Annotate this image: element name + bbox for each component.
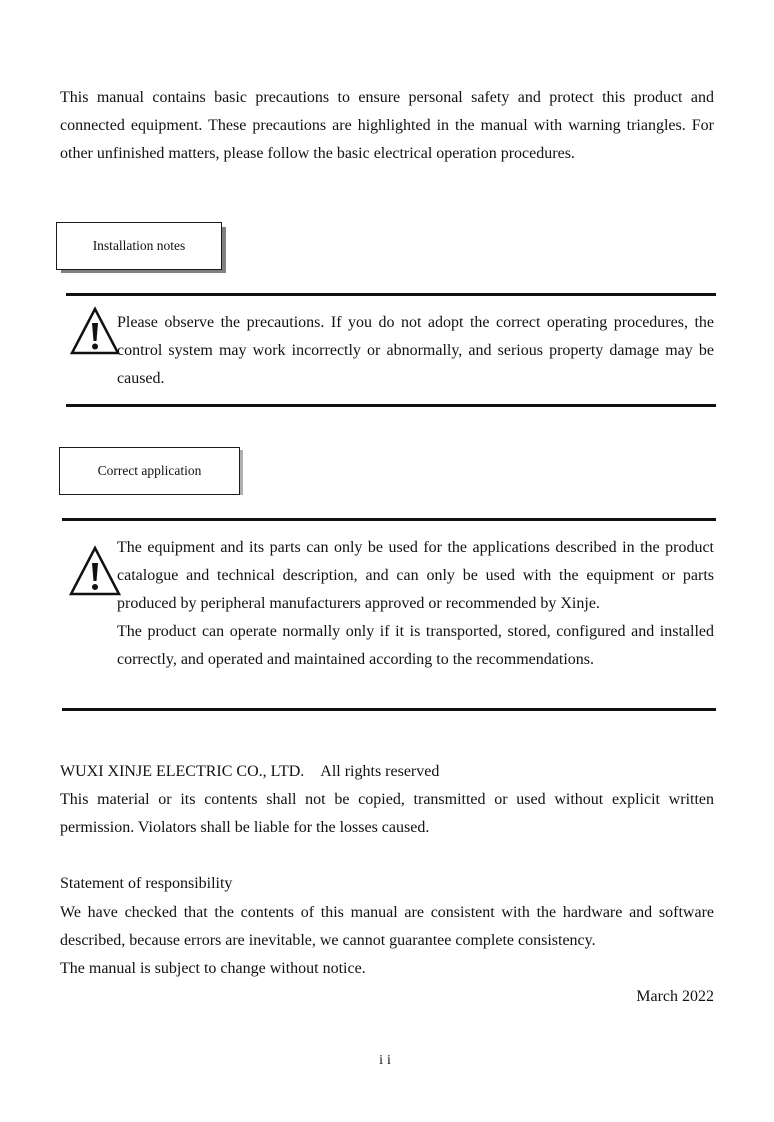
installation-warning-text: Please observe the precautions. If you do not adopt the correct operating procedures, the control system may work incorrectly or abnormally, and serious property damage may be caused. xyxy=(117,314,714,387)
application-warning-text: The equipment and its parts can only be used for the applications described in the product catalogue and technical description, and can only be used with the equipment or parts produced by peripheral manufacturers approved or recommended by Xinje. The product can operate normally only if it is transported, stored, configured and installed correctly, and operated and maintained according to the recommendations. xyxy=(117,539,714,668)
intro-paragraph: This manual contains basic precautions to ensure personal safety and protect this product and connected equipment. These precautions are highlighted in the manual with warning triangles. For other unfinished matters, please follow the basic electrical operation procedures. xyxy=(60,89,714,163)
correct-application-label-text: Correct application xyxy=(97,463,202,478)
bottom-rule xyxy=(62,708,716,711)
installation-notes-label-text: Installation notes xyxy=(92,238,186,253)
responsibility-heading: Statement of responsibility xyxy=(60,875,233,892)
responsibility-text: We have checked that the contents of this manual are consistent with the hardware and software described, because errors are inevitable, we cannot guarantee complete consistency. xyxy=(60,904,714,950)
page-number: ii xyxy=(379,1053,395,1068)
top-rule xyxy=(66,293,716,296)
warning-triangle-icon xyxy=(69,306,121,356)
warning-triangle-icon xyxy=(68,545,122,597)
document-date: March 2022 xyxy=(636,988,714,1005)
copyright-company-line: WUXI XINJE ELECTRIC CO., LTD. All rights reserved xyxy=(60,763,440,780)
bottom-rule xyxy=(66,404,716,407)
responsibility-notice: The manual is subject to change without notice. xyxy=(60,960,366,977)
copyright-text: This material or its contents shall not be copied, transmitted or used without explicit written permission. Violators shall be liable for the losses caused. xyxy=(60,791,714,837)
installation-notes-label xyxy=(56,222,222,270)
top-rule xyxy=(62,518,716,521)
correct-application-label xyxy=(59,447,240,495)
